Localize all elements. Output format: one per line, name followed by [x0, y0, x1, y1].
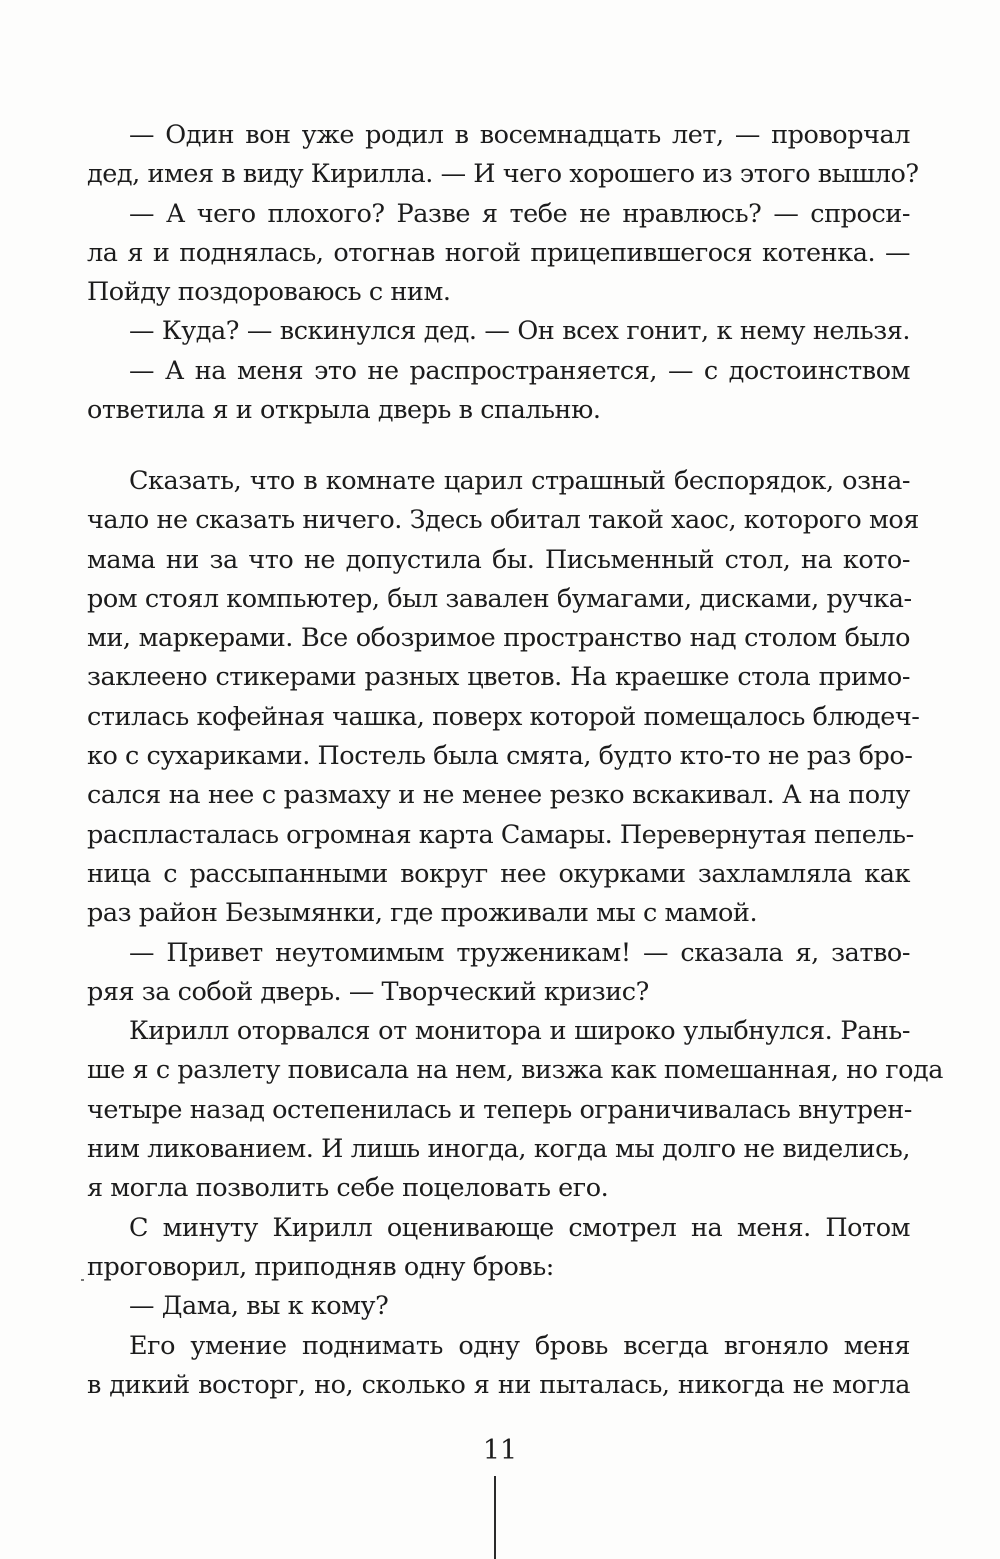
text-line: Пойду поздороваюсь с ним. — [87, 277, 451, 308]
text-line: ница с рассыпанными вокруг нее окурками захламляла как — [87, 858, 910, 889]
text-block-room-description — [87, 462, 944, 1405]
text-line: мама ни за что не допустила бы. Письменный стол, на кото- — [87, 544, 910, 575]
text-line: — Один вон уже родил в восемнадцать лет, — проворчал — [129, 120, 910, 150]
text-line: в дикий восторг, но, сколько я ни пыталась, никогда не могла — [87, 1369, 910, 1400]
text-line: ним ликованием. И лишь иногда, когда мы долго не виделись, — [87, 1134, 910, 1165]
text-line: чало не сказать ничего. Здесь обитал такой хаос, которого моя — [87, 505, 919, 536]
text-line: ряя за собой дверь. — Творческий кризис? — [87, 976, 649, 1007]
text-line: проговорил, приподняв одну бровь: — [87, 1251, 554, 1282]
text-block-dialogue — [87, 116, 919, 430]
text-line: С минуту Кирилл оценивающе смотрел на меня. Потом — [129, 1212, 910, 1243]
text-line: — Привет неутомимым труженикам! — сказала я, затво- — [129, 937, 910, 968]
text-line: — А на меня это не распространяется, — с достоинством — [129, 355, 910, 386]
text-line: четыре назад остепенилась и теперь ограничивалась внутрен- — [87, 1094, 912, 1125]
text-line: дед, имея в виду Кирилла. — И чего хорошего из этого вышло? — [87, 159, 919, 190]
page-number-rule — [494, 1476, 496, 1559]
text-line: — А чего плохого? Разве я тебе не нравлюсь? — спроси- — [129, 198, 910, 229]
text-line: — Куда? — вскинулся дед. — Он всех гонит, к нему нельзя. — [129, 316, 910, 347]
text-line: Кирилл оторвался от монитора и широко улыбнулся. Рань- — [129, 1016, 910, 1047]
text-line: — Дама, вы к кому? — [129, 1291, 389, 1322]
text-line: заклеено стикерами разных цветов. На краешке стола примо- — [87, 662, 910, 693]
text-line: ответила я и открыла дверь в спальню. — [87, 395, 601, 426]
text-line: Сказать, что в комнате царил страшный беспорядок, озна- — [129, 466, 910, 496]
text-line: ше я с разлету повисала на нем, визжа как помешанная, но года — [87, 1055, 944, 1086]
text-line: Его умение поднимать одну бровь всегда вгоняло меня — [129, 1330, 910, 1361]
print-speck — [81, 1279, 84, 1281]
text-line: ко с сухариками. Постель была смята, будто кто-то не раз бро- — [87, 741, 913, 772]
text-line: ми, маркерами. Все обозримое пространство над столом было — [87, 623, 910, 654]
text-line: ла я и поднялась, отогнав ногой прицепившегося котенка. — — [87, 237, 910, 268]
text-line: раз район Безымянки, где проживали мы с мамой. — [87, 898, 758, 929]
text-line: я могла позволить себе поцеловать его. — [87, 1173, 609, 1204]
text-line: стилась кофейная чашка, поверх которой помещалось блюдеч- — [87, 701, 920, 732]
text-line: ром стоял компьютер, был завален бумагами, дисками, ручка- — [87, 583, 912, 614]
page-number: 11 — [482, 1435, 518, 1466]
text-line: распласталась огромная карта Самары. Перевернутая пепель- — [87, 819, 914, 850]
text-line: сался на нее с размаху и не менее резко вскакивал. А на полу — [87, 780, 910, 811]
